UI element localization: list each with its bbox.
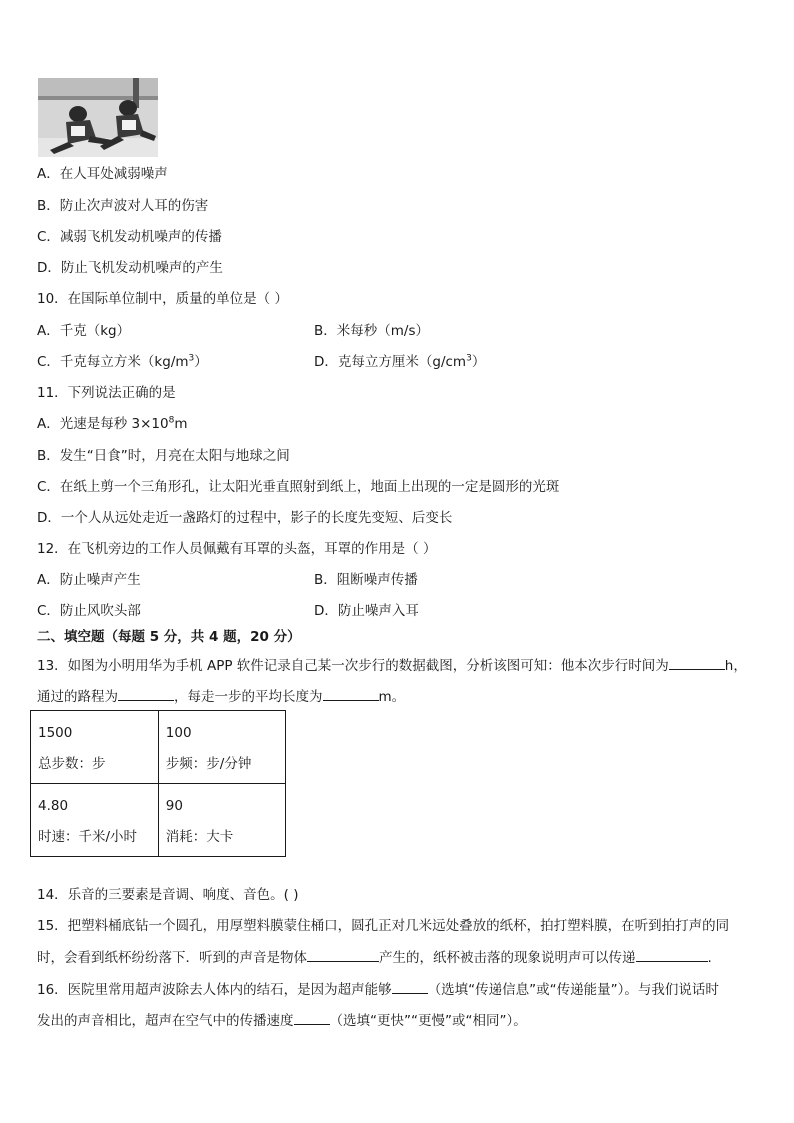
cell-label: 时速：千米/小时 — [38, 829, 138, 845]
q10-option-a: A．千克（kg） — [37, 323, 131, 339]
option-text: A．光速是每秒 3×10 — [37, 416, 169, 432]
q12-option-d: D．防止噪声入耳 — [314, 603, 419, 619]
question-text: 发出的声音相比，超声在空气中的传播速度 — [37, 1013, 294, 1029]
q12-option-b: B．阻断噪声传播 — [314, 572, 418, 588]
option-letter: D． — [37, 260, 61, 276]
q15-line-1: 15．把塑料桶底钻一个圆孔，用厚塑料膜蒙住桶口，圆孔正对几米远处叠放的纸杯，拍打塑料膜，在听到拍打声的同 — [37, 918, 730, 934]
q11-option-b: B．发生“日食”时，月亮在太阳与地球之间 — [37, 448, 290, 464]
q12-stem: 12．在飞机旁边的工作人员佩戴有耳罩的头盔，耳罩的作用是（ ） — [37, 541, 437, 557]
cell-value: 90 — [165, 798, 183, 814]
q14-text: 14．乐音的三要素是音调、响度、音色。( ) — [37, 887, 299, 903]
option-letter: A． — [37, 166, 60, 182]
q13-line-1 — [37, 655, 747, 676]
q11-stem: 11．下列说法正确的是 — [37, 385, 176, 401]
option-letter: B． — [37, 198, 60, 214]
cell-value: 1500 — [38, 725, 73, 741]
section-title-fill-in: 二、填空题（每题 5 分，共 4 题，20 分） — [37, 629, 301, 645]
answer-blank-transfer[interactable] — [636, 947, 708, 962]
cell-label: 总步数：步 — [38, 756, 106, 772]
question-text: 13．如图为小明用华为手机 APP 软件记录自己某一次步行的数据截图，分析该图可知：他本次步行时间为 — [37, 658, 669, 674]
answer-blank-distance[interactable] — [118, 686, 174, 701]
answer-blank-time[interactable] — [669, 655, 725, 670]
question-text: m。 — [378, 689, 406, 705]
q10-option-c — [37, 352, 208, 372]
superscript: 3 — [466, 353, 472, 364]
table-cell — [31, 711, 159, 784]
option-text: ） — [194, 354, 208, 370]
q13-line-2 — [37, 686, 405, 707]
table-cell — [158, 784, 285, 857]
photo-ground-crew-image — [38, 78, 158, 157]
q16-line-2 — [37, 1010, 527, 1031]
q9-option-d — [37, 258, 223, 278]
option-text: 减弱飞机发动机噪声的传播 — [59, 229, 222, 245]
q9-option-c — [37, 227, 222, 247]
option-text: D．克每立方厘米（g/cm — [314, 354, 467, 370]
option-text: m — [174, 416, 188, 432]
question-text: h， — [724, 658, 747, 674]
option-text: C．千克每立方米（kg/m — [37, 354, 189, 370]
q9-option-a — [37, 164, 168, 184]
answer-blank-energy[interactable] — [392, 979, 428, 994]
q11-option-a — [37, 414, 188, 434]
answer-blank-speed[interactable] — [294, 1010, 330, 1025]
q16-line-1 — [37, 979, 719, 1000]
question-text: . — [707, 950, 712, 966]
q9-option-b — [37, 196, 208, 216]
option-text: 防止次声波对人耳的伤害 — [59, 198, 209, 214]
option-text: ） — [471, 354, 486, 370]
question-text: 通过的路程为 — [37, 689, 118, 705]
superscript: 3 — [188, 353, 195, 364]
question-text: （选填“更快”“更慢”或“相同”）。 — [329, 1013, 527, 1029]
option-text: 防止飞机发动机噪声的产生 — [60, 260, 223, 276]
q10-option-b: B．米每秒（m/s） — [314, 323, 429, 339]
question-text: 产生的，纸杯被击落的现象说明声可以传递 — [379, 950, 636, 966]
table-row — [31, 784, 286, 857]
question-text: 时，会看到纸杯纷纷落下．听到的声音是物体 — [37, 950, 307, 966]
superscript: 8 — [168, 415, 175, 426]
walking-data-table — [30, 710, 286, 857]
question-text: 16．医院里常用超声波除去人体内的结石，是因为超声能够 — [37, 982, 392, 998]
cell-value: 4.80 — [38, 798, 69, 814]
cell-value: 100 — [165, 725, 192, 741]
question-text: ，每走一步的平均长度为 — [174, 689, 323, 705]
cell-label: 消耗：大卡 — [165, 829, 234, 845]
q12-option-c: C．防止风吹头部 — [37, 603, 141, 619]
answer-blank-source[interactable] — [307, 947, 379, 962]
option-letter: C． — [37, 229, 60, 245]
q15-line-2 — [37, 947, 712, 968]
option-text: 在人耳处减弱噪声 — [59, 166, 168, 182]
table-row — [31, 711, 286, 784]
q12-option-a: A．防止噪声产生 — [37, 572, 141, 588]
question-text: （选填“传递信息”或“传递能量”）。与我们说话时 — [427, 982, 719, 998]
q10-option-d — [314, 352, 485, 372]
q11-option-d: D．一个人从远处走近一盏路灯的过程中，影子的长度先变短、后变长 — [37, 510, 453, 526]
cell-label: 步频：步/分钟 — [165, 756, 252, 772]
q11-option-c: C．在纸上剪一个三角形孔，让太阳光垂直照射到纸上，地面上出现的一定是圆形的光斑 — [37, 479, 560, 495]
answer-blank-step-length[interactable] — [323, 686, 379, 701]
table-cell — [31, 784, 159, 857]
table-cell — [158, 711, 285, 784]
q10-stem: 10．在国际单位制中，质量的单位是（ ） — [37, 291, 288, 307]
